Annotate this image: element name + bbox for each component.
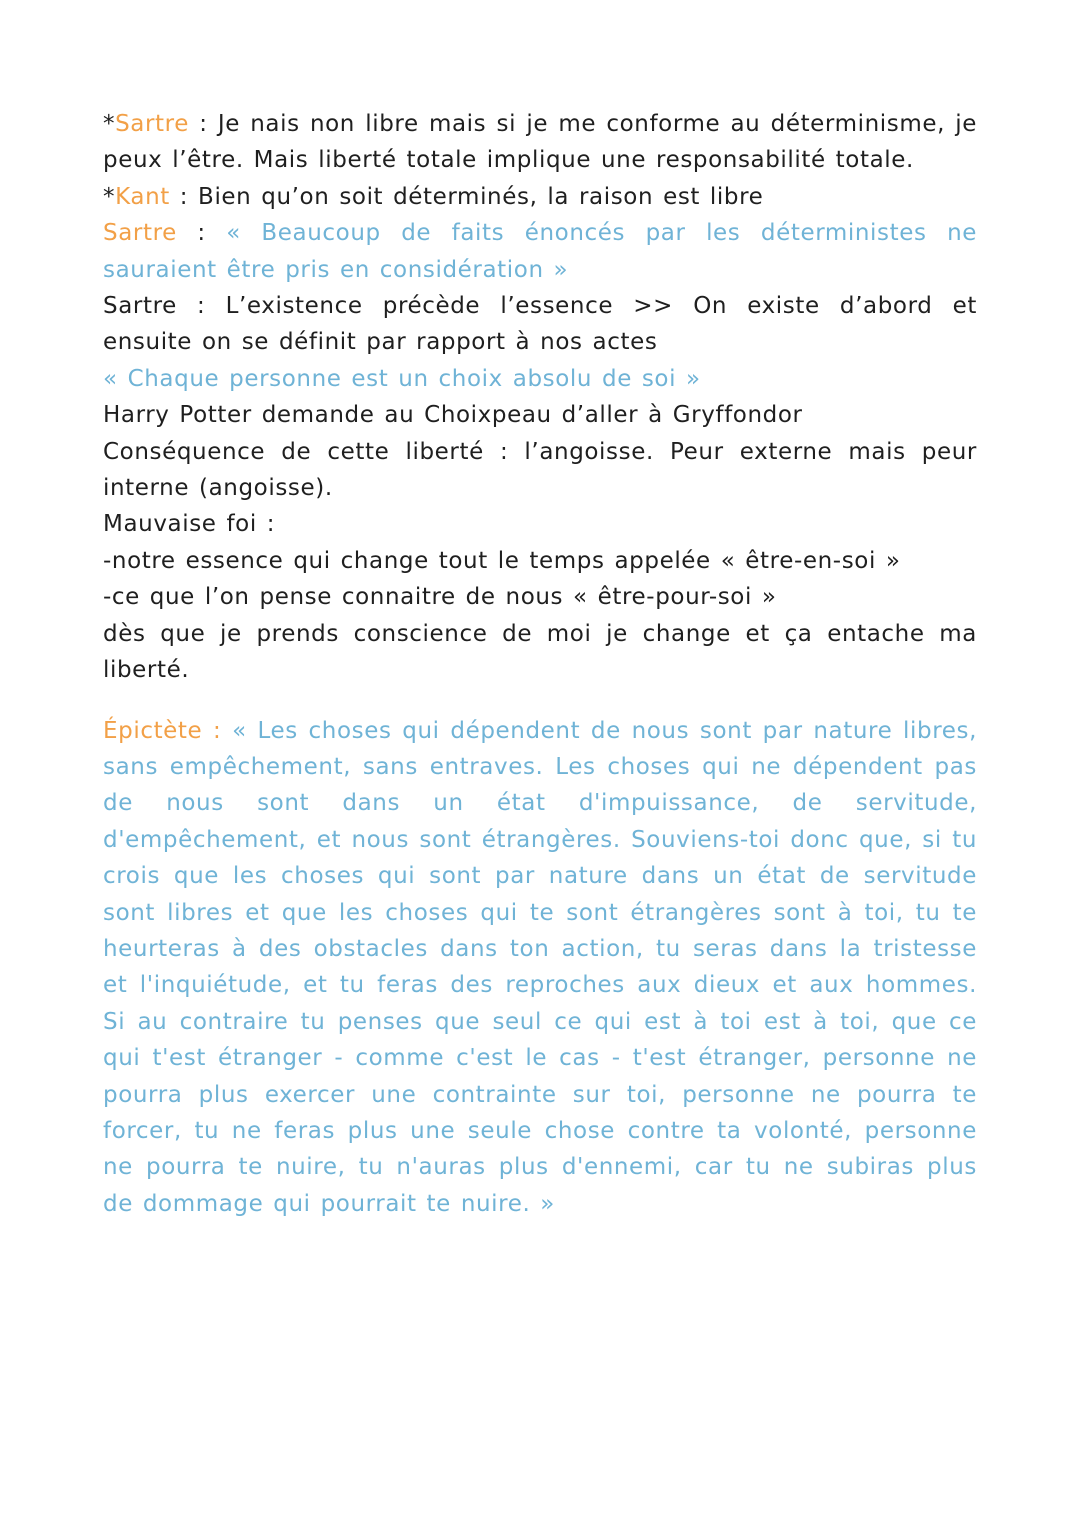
note-sartre-quote: [103, 215, 977, 288]
note-epictete: [103, 713, 977, 1223]
quote-text: « Les choses qui dépendent de nous sont par nature libres, sans empêchement, sans entraves. Les choses qui ne dépendent pas de nous sont dans un état d'impuissance, de servitude, d'empêchement, et nous sont étrangères. Souviens-toi donc que, si tu crois que les choses qui sont par nature dans un état de servitude sont libres et que les choses qui te sont étrangères sont à toi, tu te heurteras à des obstacles dans ton action, tu seras dans la tristesse et l'inquiétude, et tu feras des reproches aux dieux et aux hommes. Si au contraire tu penses que seul ce qui est à toi est à toi, que ce qui t'est étranger - comme c'est le cas - t'est étranger, personne ne pourra plus exercer une contrainte sur toi, personne ne pourra te forcer, tu ne feras plus une seule chose contre ta volonté, personne ne pourra te nuire, tu n'auras plus d'ennemi, car tu ne subiras plus de dommage qui pourrait te nuire. »: [103, 717, 978, 1217]
note-sartre-freedom: [103, 106, 977, 179]
author-epictete: Épictète: [103, 717, 203, 744]
note-consequence: Conséquence de cette liberté : l’angoisse. Peur externe mais peur interne (angoisse).: [103, 438, 977, 502]
bad-faith-item-1: -notre essence qui change tout le temps appelée « être-en-soi »: [103, 547, 901, 574]
author-sartre: Sartre: [103, 220, 177, 247]
author-kant: Kant: [115, 183, 170, 210]
bad-faith-item-3: dès que je prends conscience de moi je change et ça entache ma liberté.: [103, 620, 977, 684]
note-text: : Je nais non libre mais si je me conforme au déterminisme, je peux l’être. Mais liberté totale implique une responsabilité totale.: [103, 111, 977, 174]
note-sartre-existence: Sartre : L’existence précède l’essence >> On existe d’abord et ensuite on se définit par rapport à nos actes: [103, 293, 977, 356]
note-kant: [103, 179, 977, 215]
bad-faith-item-2: -ce que l’on pense connaitre de nous « être-pour-soi »: [103, 584, 777, 611]
bullet: *: [103, 111, 116, 137]
note-text: : Bien qu’on soit déterminés, la raison est libre: [169, 183, 764, 210]
quote-text: « Beaucoup de faits énoncés par les déterministes ne sauraient être pris en considération »: [103, 220, 977, 283]
separator: :: [176, 220, 227, 247]
separator: :: [202, 717, 233, 744]
note-harry-potter: Harry Potter demande au Choixpeau d’aller à Gryffondor: [103, 402, 803, 429]
bullet: *: [103, 183, 116, 210]
bad-faith-title: Mauvaise foi :: [103, 511, 276, 538]
notes-page: [103, 106, 977, 1222]
paragraph-gap: [103, 689, 977, 713]
quote-choice: « Chaque personne est un choix absolu de soi »: [103, 365, 701, 392]
author-sartre: Sartre: [115, 111, 189, 137]
